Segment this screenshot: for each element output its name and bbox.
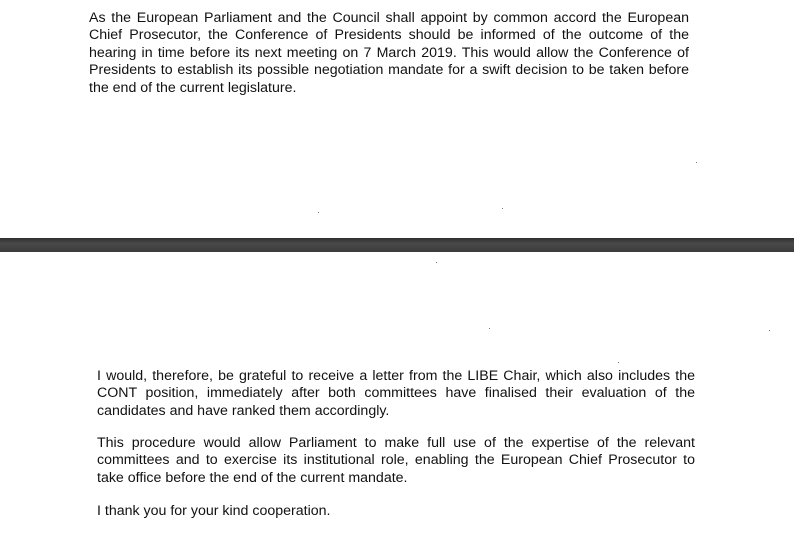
paragraph-thanks: I thank you for your kind cooperation.	[97, 503, 331, 519]
scan-speck	[769, 330, 770, 331]
scan-speck	[696, 162, 697, 163]
scan-speck	[489, 328, 490, 329]
paragraph-procedure: This procedure would allow Parliament to make full use of the expertise of the relevant committees and to exercise its institutional role, enabling the European Chief Prosecutor to take office before the end of the current mandate.	[97, 435, 695, 486]
paragraph-libe-letter: I would, therefore, be grateful to receive a letter from the LIBE Chair, which also includes the CONT position, immediately after both committees have finalised their evaluation of the candidates and have ranked them accordingly.	[97, 368, 695, 419]
scan-speck	[318, 212, 319, 213]
scan-speck	[436, 262, 437, 263]
scan-speck	[618, 362, 619, 363]
page-separator	[0, 238, 794, 252]
scan-speck	[502, 208, 503, 209]
paragraph-appointment-hearing: As the European Parliament and the Council shall appoint by common accord the European Chief Prosecutor, the Conference of Presidents should be informed of the outcome of the hearing in time before its next meeting on 7 March 2019. This would allow the Conference of Presidents to establish its possible negotiation mandate for a swift decision to be taken before the end of the current legislature.	[89, 10, 689, 96]
